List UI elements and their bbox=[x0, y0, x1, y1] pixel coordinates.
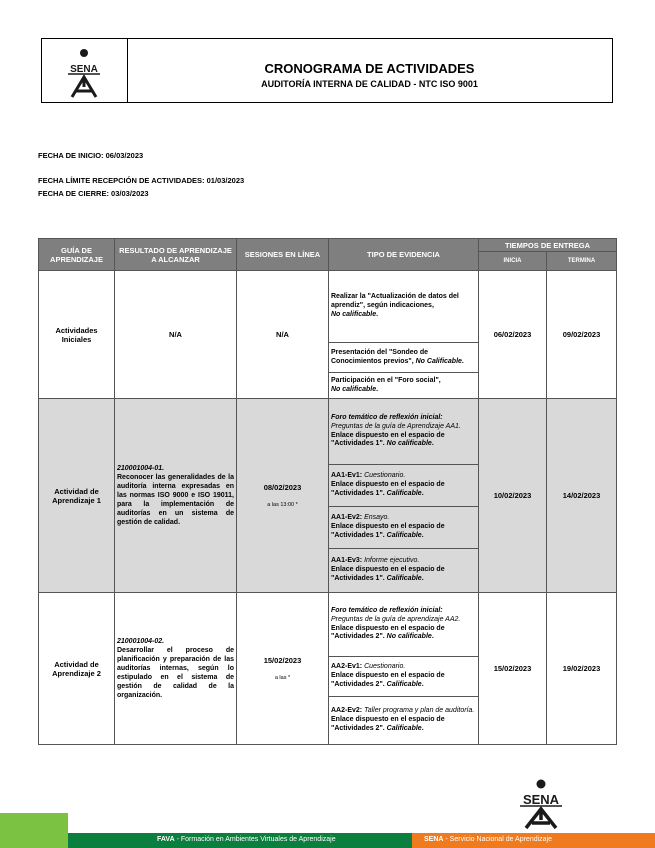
result-code: 210001004-01. bbox=[117, 464, 165, 472]
forum-title: Foro temático de reflexión inicial: bbox=[331, 606, 443, 614]
evidence-code: AA1-Ev3: bbox=[331, 557, 363, 565]
cell-inicia: 06/02/2023 bbox=[479, 271, 547, 399]
table-row bbox=[39, 593, 617, 657]
evidence-code: AA2-Ev1: bbox=[331, 663, 363, 671]
evidence-status: Calificable bbox=[386, 680, 422, 688]
cell-inicia: 15/02/2023 bbox=[479, 593, 547, 745]
evidence-link: Enlace dispuesto en el espacio de "Actividades 2". bbox=[331, 716, 445, 732]
cell-guia: Actividades Iniciales bbox=[39, 271, 115, 399]
header-inicia: INICIA bbox=[479, 252, 547, 271]
result-text: Reconocer las generalidades de la auditoría interna expresadas en las normas ISO 9000 e ISO 19011, para la implementación de auditorías en un sistema de gestión de calidad. bbox=[117, 473, 234, 527]
evidence-status: No calificable bbox=[331, 385, 377, 393]
evidence-code: AA2-Ev2: bbox=[331, 707, 363, 715]
fecha-cierre: FECHA DE CIERRE: 03/03/2023 bbox=[38, 189, 149, 198]
result-code: 210001004-02. bbox=[117, 637, 165, 645]
footer-sena bbox=[424, 836, 552, 843]
header-resultado: RESULTADO DE APRENDIZAJE A ALCANZAR bbox=[115, 239, 237, 271]
cell-evidencia: AA2-Ev1: Cuestionario. Enlace dispuesto en el espacio de "Actividades 2". Calificable. bbox=[329, 657, 479, 697]
evidence-link: Enlace dispuesto en el espacio de "Actividades 2". bbox=[331, 672, 445, 688]
table-row bbox=[39, 399, 617, 465]
document-header bbox=[41, 38, 613, 103]
fava-label: FAVA bbox=[157, 836, 175, 843]
cell-sesion: N/A bbox=[237, 271, 329, 399]
session-time: a las * bbox=[274, 675, 291, 681]
cell-evidencia: AA1-Ev1: Cuestionario. Enlace dispuesto en el espacio de "Actividades 1". Calificable. bbox=[329, 465, 479, 507]
cell-termina: 19/02/2023 bbox=[547, 593, 617, 745]
forum-desc: Preguntas de la guía de Aprendizaje AA1. bbox=[331, 422, 461, 430]
footer-sena-logo bbox=[506, 778, 576, 830]
cell-resultado bbox=[115, 399, 237, 593]
svg-text:SENA: SENA bbox=[522, 792, 560, 807]
cell-guia: Actividad de Aprendizaje 1 bbox=[39, 399, 115, 593]
header-guia: GUÍA DE APRENDIZAJE bbox=[39, 239, 115, 271]
cell-evidencia: Foro temático de reflexión inicial: Preguntas de la guía de Aprendizaje AA1. Enlace dispuesto en el espacio de "Actividades 1". No calificable. bbox=[329, 399, 479, 465]
cell-evidencia: Foro temático de reflexión inicial: Preguntas de la guía de aprendizaje AA2. Enlace dispuesto en el espacio de "Actividades 2". No calificable. bbox=[329, 593, 479, 657]
svg-text:SENA: SENA bbox=[70, 64, 98, 75]
sena-label: SENA bbox=[424, 836, 444, 843]
forum-title: Foro temático de reflexión inicial: bbox=[331, 413, 443, 421]
cell-evidencia: Presentación del "Sondeo de Conocimientos previos", No Calificable. bbox=[329, 343, 479, 373]
cell-evidencia: AA1-Ev2: Ensayo. Enlace dispuesto en el espacio de "Actividades 1". Calificable. bbox=[329, 507, 479, 549]
result-text: Desarrollar el proceso de planificación y preparación de las auditorías internas, según lo estipulado en el sistema de gestión de calidad de la organización. bbox=[117, 646, 234, 700]
evidence-name: Informe ejecutivo. bbox=[364, 557, 420, 565]
evidence-status: No calificable bbox=[386, 633, 432, 641]
evidence-status: Calificable bbox=[386, 724, 422, 732]
forum-desc: Preguntas de la guía de aprendizaje AA2. bbox=[331, 615, 461, 623]
cell-termina: 09/02/2023 bbox=[547, 271, 617, 399]
evidence-status: Calificable bbox=[386, 531, 422, 539]
header-titles bbox=[127, 39, 612, 102]
document-subtitle: AUDITORÍA INTERNA DE CALIDAD - NTC ISO 9001 bbox=[261, 79, 478, 89]
cell-resultado bbox=[115, 593, 237, 745]
cell-termina: 14/02/2023 bbox=[547, 399, 617, 593]
table-header-row bbox=[39, 239, 617, 252]
schedule-table bbox=[38, 238, 617, 745]
cell-sesion bbox=[237, 593, 329, 745]
session-date: 15/02/2023 bbox=[263, 656, 302, 665]
fecha-inicio: FECHA DE INICIO: 06/03/2023 bbox=[38, 151, 144, 160]
evidence-text: Realizar la "Actualización de datos del aprendiz", según indicaciones, bbox=[331, 293, 459, 310]
cell-evidencia: AA1-Ev3: Informe ejecutivo. Enlace dispuesto en el espacio de "Actividades 1". Calificable. bbox=[329, 549, 479, 593]
evidence-status: No calificable bbox=[386, 440, 432, 448]
evidence-text: Presentación del "Sondeo de Conocimientos previos", bbox=[331, 348, 429, 365]
header-termina: TERMINA bbox=[547, 252, 617, 271]
evidence-code: AA1-Ev1: bbox=[331, 472, 363, 480]
cell-inicia: 10/02/2023 bbox=[479, 399, 547, 593]
evidence-link: Enlace dispuesto en el espacio de "Actividades 1". bbox=[331, 431, 445, 448]
evidence-name: Cuestionario. bbox=[364, 663, 406, 671]
header-sesiones: SESIONES EN LÍNEA bbox=[237, 239, 329, 271]
footer-fava bbox=[157, 836, 336, 843]
logo-cell bbox=[42, 39, 128, 102]
evidence-status: Calificable bbox=[386, 489, 422, 497]
cell-guia: Actividad de Aprendizaje 2 bbox=[39, 593, 115, 745]
sena-text: - Servicio Nacional de Aprendizaje bbox=[443, 836, 553, 843]
sena-logo bbox=[42, 39, 127, 102]
fecha-limite: FECHA LÍMITE RECEPCIÓN DE ACTIVIDADES: 01/03/2023 bbox=[38, 176, 245, 185]
header-tiempos: TIEMPOS DE ENTREGA bbox=[479, 239, 617, 252]
evidence-name: Taller programa y plan de auditoría. bbox=[364, 707, 475, 715]
cell-evidencia: Realizar la "Actualización de datos del aprendiz", según indicaciones, No calificable. bbox=[329, 271, 479, 343]
evidence-link: Enlace dispuesto en el espacio de "Actividades 1". bbox=[331, 523, 445, 539]
evidence-link: Enlace dispuesto en el espacio de "Actividades 2". bbox=[331, 624, 445, 641]
session-time: a las 13:00 * bbox=[267, 502, 298, 508]
table-row bbox=[39, 271, 617, 343]
footer-accent bbox=[0, 813, 68, 848]
session-date: 08/02/2023 bbox=[263, 483, 302, 492]
evidence-text: Participación en el "Foro social", bbox=[331, 376, 441, 384]
evidence-name: Ensayo. bbox=[364, 514, 390, 522]
evidence-status: Calificable bbox=[386, 574, 422, 582]
cell-resultado: N/A bbox=[115, 271, 237, 399]
evidence-link: Enlace dispuesto en el espacio de "Actividades 1". bbox=[331, 566, 445, 582]
header-tipo: TIPO DE EVIDENCIA bbox=[329, 239, 479, 271]
cell-evidencia: AA2-Ev2: Taller programa y plan de auditoría. Enlace dispuesto en el espacio de "Actividades 2". Calificable. bbox=[329, 697, 479, 745]
evidence-code: AA1-Ev2: bbox=[331, 514, 363, 522]
evidence-status: No calificable bbox=[331, 310, 377, 318]
fava-text: - Formación en Ambientes Virtuales de Aprendizaje bbox=[174, 836, 336, 843]
evidence-status: No Calificable bbox=[415, 357, 462, 365]
document-title: CRONOGRAMA DE ACTIVIDADES bbox=[264, 61, 475, 76]
cell-sesion bbox=[237, 399, 329, 593]
evidence-link: Enlace dispuesto en el espacio de "Actividades 1". bbox=[331, 481, 445, 497]
cell-evidencia: Participación en el "Foro social", No calificable. bbox=[329, 373, 479, 399]
evidence-name: Cuestionario. bbox=[364, 472, 406, 480]
